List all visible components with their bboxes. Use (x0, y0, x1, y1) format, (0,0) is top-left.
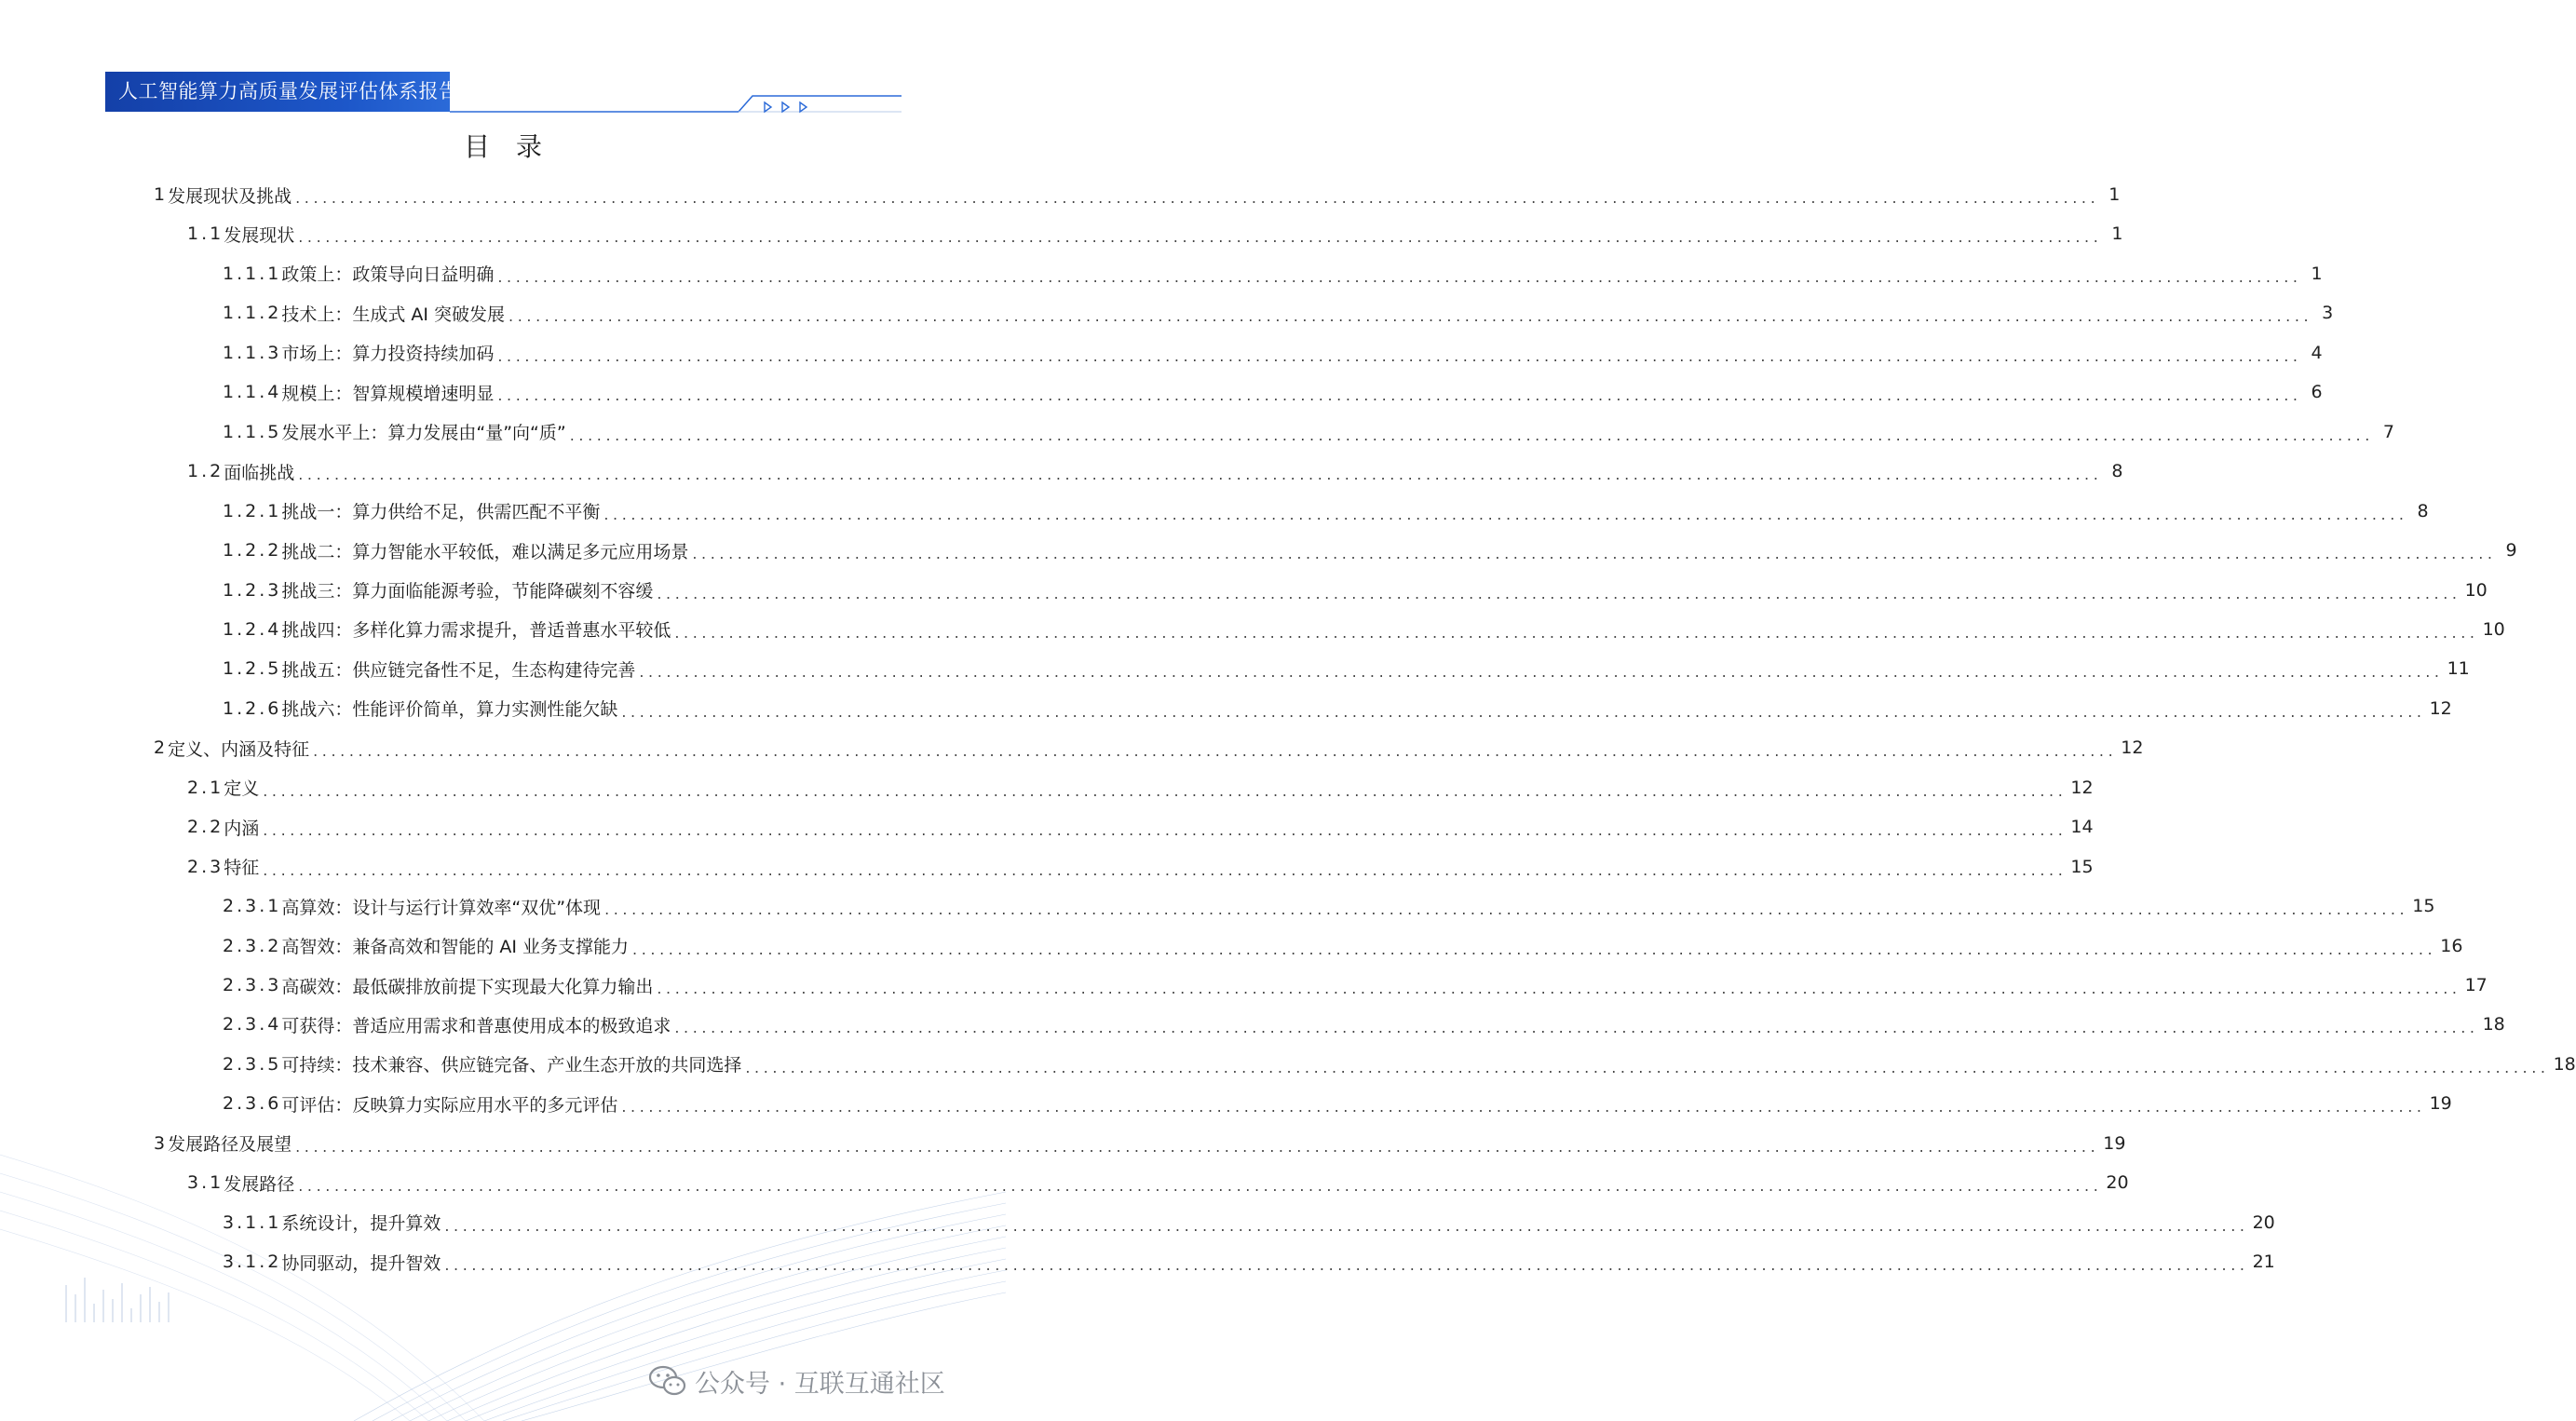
toc-dot-leader: ........................................................................................................................................................................................................ (508, 307, 2313, 326)
toc-entry[interactable] (154, 175, 2121, 214)
toc-entry-title: 特征 (224, 858, 260, 879)
toc-entry[interactable] (223, 1084, 2452, 1123)
toc-entry[interactable] (223, 293, 2334, 332)
toc-entry-page: 14 (2070, 817, 2094, 838)
toc-entry-page: 4 (2311, 342, 2323, 363)
toc-entry-number: 1.2.4 (223, 618, 282, 640)
toc-entry[interactable] (223, 571, 2488, 610)
toc-dot-leader: ........................................................................................................................................................................................................ (692, 545, 2497, 563)
toc-entry-page: 10 (2464, 579, 2488, 601)
toc-entry-number: 2 (154, 738, 169, 759)
toc-dot-leader: ........................................................................................................................................................................................................ (603, 505, 2408, 523)
toc-entry-title: 可持续：技术兼容、供应链完备、产业生态开放的共同选择 (281, 1055, 742, 1076)
toc-title: 目录 (463, 131, 568, 162)
toc-entry[interactable] (223, 254, 2323, 293)
toc-entry-page: 10 (2482, 618, 2505, 640)
toc-entry-page: 15 (2070, 856, 2094, 877)
toc-entry[interactable] (223, 649, 2470, 688)
toc-dot-leader: ........................................................................................................................................................................................................ (497, 346, 2302, 365)
report-title: 人工智能算力高质量发展评估体系报告 (118, 80, 459, 102)
toc-entry[interactable] (187, 1163, 2129, 1202)
toc-entry-page: 7 (2382, 421, 2394, 442)
toc-dot-leader: ........................................................................................................................................................................................................ (639, 663, 2444, 682)
toc-entry-number: 1.1.5 (223, 421, 282, 442)
toc-entry-title: 发展水平上：算力发展由“量”向“质” (281, 423, 566, 444)
toc-entry-number: 3.1 (187, 1172, 224, 1194)
toc-dot-leader: ........................................................................................................................................................................................................ (497, 267, 2302, 286)
toc-entry[interactable] (223, 1203, 2275, 1242)
toc-entry-page: 15 (2412, 896, 2435, 917)
toc-entry-number: 1.1 (187, 223, 224, 245)
toc-entry-number: 1.2.5 (223, 658, 282, 680)
toc-entry-number: 3 (154, 1132, 169, 1154)
toc-entry[interactable] (223, 333, 2323, 372)
toc-entry-number: 1.1.3 (223, 342, 282, 363)
toc-entry[interactable] (223, 492, 2429, 531)
toc-entry-title: 挑战二：算力智能水平较低，难以满足多元应用场景 (281, 541, 689, 562)
toc-entry-number: 2.3.1 (223, 896, 282, 917)
toc-entry-title: 高算效：设计与运行计算效率“双优”体现 (281, 897, 602, 918)
toc-dot-leader: ........................................................................................................................................................................................................ (298, 466, 2103, 484)
wechat-icon (648, 1364, 687, 1398)
toc-entry-page: 9 (2505, 540, 2517, 562)
report-title-banner (105, 72, 459, 112)
toc-entry-page: 21 (2252, 1252, 2275, 1273)
toc-entry-page: 19 (2103, 1132, 2126, 1154)
toc-entry-title: 内涵 (224, 818, 260, 839)
toc-entry[interactable] (154, 728, 2144, 767)
toc-entry-page: 19 (2429, 1093, 2452, 1115)
toc-entry[interactable] (187, 452, 2123, 491)
toc-entry-number: 2.3.5 (223, 1053, 282, 1075)
header-decoration (450, 91, 902, 115)
toc-entry-page: 1 (2111, 223, 2123, 245)
toc-dot-leader: ........................................................................................................................................................................................................ (674, 1019, 2479, 1037)
toc-entry-title: 高碳效：最低碳排放前提下实现最大化算力输出 (281, 976, 654, 997)
toc-entry[interactable] (223, 1005, 2505, 1044)
toc-dot-leader: ........................................................................................................................................................................................................ (444, 1256, 2249, 1275)
toc-entry-title: 挑战四：多样化算力需求提升，普适普惠水平较低 (281, 620, 671, 642)
toc-dot-leader: ........................................................................................................................................................................................................ (298, 1177, 2103, 1196)
toc-dot-leader: ........................................................................................................................................................................................................ (745, 1058, 2550, 1076)
toc-entry-title: 可获得：普适应用需求和普惠使用成本的极致追求 (281, 1015, 671, 1036)
toc-entry-number: 2.1 (187, 777, 224, 798)
toc-entry-number: 1.2.2 (223, 540, 282, 562)
toc-dot-leader: ........................................................................................................................................................................................................ (295, 1137, 2100, 1156)
toc-dot-leader: ........................................................................................................................................................................................................ (263, 781, 2068, 800)
toc-entry-number: 1.2 (187, 461, 224, 482)
toc-entry-number: 2.3.6 (223, 1093, 282, 1115)
toc-dot-leader: ........................................................................................................................................................................................................ (621, 702, 2426, 721)
toc-entry-title: 挑战五：供应链完备性不足，生态构建待完善 (281, 659, 636, 681)
toc-entry-page: 12 (2070, 777, 2094, 798)
toc-entry-title: 规模上：智算规模增速明显 (281, 383, 495, 404)
toc-entry-title: 定义 (224, 778, 260, 800)
toc-entry[interactable] (187, 768, 2094, 807)
toc-entry-page: 18 (2553, 1053, 2576, 1075)
toc-entry-page: 16 (2440, 935, 2463, 956)
toc-entry-number: 2.2 (187, 817, 224, 838)
toc-entry-number: 2.3.2 (223, 935, 282, 956)
toc-dot-leader: ........................................................................................................................................................................................................ (657, 980, 2461, 997)
toc-entry[interactable] (223, 413, 2394, 452)
arrow-icons (765, 102, 807, 112)
toc-entry-title: 发展路径及展望 (168, 1134, 292, 1156)
toc-entry-number: 1.2.3 (223, 579, 282, 601)
toc-entry-page: 20 (2252, 1211, 2275, 1233)
toc-entry-title: 挑战六：性能评价简单，算力实测性能欠缺 (281, 699, 618, 721)
toc-entry[interactable] (187, 847, 2094, 886)
toc-dot-leader: ........................................................................................................................................................................................................ (604, 900, 2409, 919)
toc-entry[interactable] (187, 214, 2123, 253)
toc-dot-leader: ........................................................................................................................................................................................................ (621, 1098, 2426, 1116)
toc-entry[interactable] (223, 1242, 2275, 1281)
toc-entry-title: 挑战三：算力面临能源考验，节能降碳刻不容缓 (281, 581, 654, 602)
toc-entry-title: 发展现状及挑战 (168, 185, 292, 207)
toc-entry-number: 1.2.1 (223, 500, 282, 521)
toc-entry[interactable] (223, 689, 2452, 728)
toc-entry-number: 1.1.4 (223, 382, 282, 403)
toc-dot-leader: ........................................................................................................................................................................................................ (657, 584, 2461, 602)
toc-entry[interactable] (223, 927, 2463, 966)
toc-entry-title: 系统设计，提升算效 (281, 1213, 441, 1235)
toc-entry-number: 3.1.2 (223, 1252, 282, 1273)
toc-entry-title: 协同驱动，提升智效 (281, 1252, 441, 1274)
toc-entry-page: 11 (2447, 658, 2470, 680)
toc-entry-page: 3 (2322, 303, 2334, 324)
toc-entry-number: 2.3.3 (223, 975, 282, 995)
toc-entry-title: 可评估：反映算力实际应用水平的多元评估 (281, 1094, 618, 1116)
watermark (648, 1360, 945, 1402)
toc-dot-leader: ........................................................................................................................................................................................................ (263, 821, 2068, 840)
toc-entry-number: 1.2.6 (223, 697, 282, 719)
toc-entry-number: 2.3.4 (223, 1014, 282, 1035)
toc-entry-title: 发展路径 (224, 1173, 295, 1195)
toc-entry[interactable] (223, 531, 2517, 570)
toc-dot-leader: ........................................................................................................................................................................................................ (497, 386, 2302, 405)
toc-entry[interactable] (223, 966, 2488, 1005)
toc-dot-leader: ........................................................................................................................................................................................................ (444, 1216, 2249, 1235)
toc-entry-page: 8 (2417, 500, 2429, 521)
toc-entry-number: 1.1.2 (223, 303, 282, 324)
toc-entry-title: 定义、内涵及特征 (168, 738, 310, 760)
toc-entry-page: 18 (2482, 1014, 2505, 1035)
toc-entry-page: 12 (2429, 697, 2452, 719)
toc-entry-page: 20 (2106, 1172, 2129, 1194)
toc-entry-title: 技术上：生成式 AI 突破发展 (281, 304, 506, 325)
toc-entry[interactable] (223, 886, 2435, 926)
toc-entry-title: 挑战一：算力供给不足，供需匹配不平衡 (281, 502, 601, 523)
toc-entry-number: 1 (154, 184, 169, 205)
toc-entry-number: 2.3 (187, 856, 224, 877)
toc-entry-number: 1.1.1 (223, 263, 282, 284)
toc-entry-title: 高智效：兼备高效和智能的 AI 业务支撑能力 (281, 937, 630, 958)
toc-entry-number: 3.1.1 (223, 1211, 282, 1233)
toc-dot-leader: ........................................................................................................................................................................................................ (263, 860, 2068, 879)
toc-entry[interactable] (187, 807, 2094, 846)
toc-entry-page: 1 (2108, 184, 2121, 205)
toc-entry[interactable] (223, 610, 2505, 649)
toc-dot-leader: ........................................................................................................................................................................................................ (313, 742, 2118, 761)
toc-dot-leader: ........................................................................................................................................................................................................ (674, 623, 2479, 642)
toc-entry-page: 12 (2121, 738, 2144, 759)
watermark-text: 公众号 · 互联互通社区 (695, 1369, 945, 1399)
toc-dot-leader: ........................................................................................................................................................................................................ (632, 940, 2437, 958)
toc-entry-title: 面临挑战 (224, 462, 295, 483)
toc-entry-title: 政策上：政策导向日益明确 (281, 264, 495, 286)
toc-entry-page: 6 (2311, 382, 2323, 403)
toc-dot-leader: ........................................................................................................................................................................................................ (298, 228, 2103, 247)
toc-entry-title: 发展现状 (224, 224, 295, 246)
toc-entry-page: 8 (2111, 461, 2123, 482)
toc-entry-page: 1 (2311, 263, 2323, 284)
toc-entry[interactable] (154, 1124, 2126, 1163)
toc-entry[interactable] (223, 1045, 2576, 1084)
toc-entry[interactable] (223, 372, 2323, 412)
toc-dot-leader: ........................................................................................................................................................................................................ (569, 426, 2374, 444)
toc-dot-leader: ........................................................................................................................................................................................................ (295, 189, 2100, 207)
toc-entry-title: 市场上：算力投资持续加码 (281, 344, 495, 365)
toc-entry-page: 17 (2464, 975, 2488, 995)
